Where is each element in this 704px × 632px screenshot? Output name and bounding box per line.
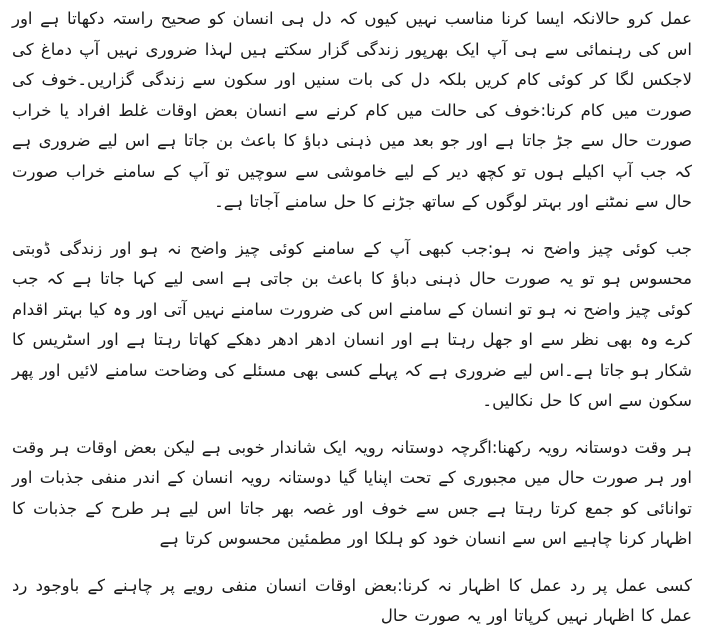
paragraph-1: عمل کرو حالانکہ ایسا کرنا مناسب نہیں کیوں کہ دل ہی انسان کو صحیح راستہ دکھاتا ہے اور اس کی رہنمائی سے ہی آپ ایک بھرپور زندگی گزار سکتے ہیں لہذا ضروری نہیں آپ دماغ کی لاجکس لگا کر کوئی کام کریں بلکہ دل کی بات سنیں اور سکون سے زندگی گزاریں۔خوف کی صورت میں کام کرنا:خوف کی حالت میں کام کرنے سے انسان بعض اوقات غلط افراد یا خراب صورت حال سے جڑ جاتا ہے اور جو بعد میں ذہنی دباؤ کا باعث بن جاتا ہے اس لیے ضروری ہے کہ جب آپ اکیلے ہوں تو کچھ دیر کے لیے خاموشی سے سوچیں تو آپ کے سامنے خراب صورت حال سے نمٹنے اور بہتر لوگوں کے ساتھ جڑنے کا حل سامنے آجاتا ہے۔ — [12, 9, 692, 211]
paragraph-2: جب کوئی چیز واضح نہ ہو:جب کبھی آپ کے سامنے کوئی چیز واضح نہ ہو اور زندگی ڈوبتی محسوس ہو تو یہ صورت حال ذہنی دباؤ کا باعث بن جاتی ہے اسی لیے کہا جاتا ہے کہ جب کوئی چیز واضح نہ ہو تو انسان کے سامنے اس کی ضرورت سامنے نہیں آتی اور وہ کیا بہتر اقدام کرے وہ بھی نظر سے او جھل رہتا ہے اور انسان ادھر ادھر دھکے کھاتا رہتا ہے اور اسٹریس کا شکار ہو جاتا ہے۔اس لیے ضروری ہے کہ پہلے کسی بھی مسئلے کی وضاحت سامنے لائیں اور پھر سکون سے اس کا حل نکالیں۔ — [12, 238, 692, 410]
paragraph-4: کسی عمل پر رد عمل کا اظہار نہ کرنا:بعض اوقات انسان منفی رویے پر چاہنے کے باوجود رد عمل کا اظہار نہیں کرپاتا اور یہ صورت حال — [12, 575, 692, 625]
paragraph-3: ہر وقت دوستانہ رویہ رکھنا:اگرچہ دوستانہ رویہ ایک شاندار خوبی ہے لیکن بعض اوقات ہر وقت اور ہر صورت حال میں مجبوری کے تحت اپنایا گیا دوستانہ رویہ انسان کے اندر منفی جذبات اور توانائی کو جمع کرتا رہتا ہے جس سے خوف اور غصہ بھر جاتا اس لیے ہر طرح کے جذبات کا اظہار کرنا چاہیے اس سے انسان خود کو ہلکا اور مطمئین محسوس کرتا ہے — [12, 437, 692, 548]
